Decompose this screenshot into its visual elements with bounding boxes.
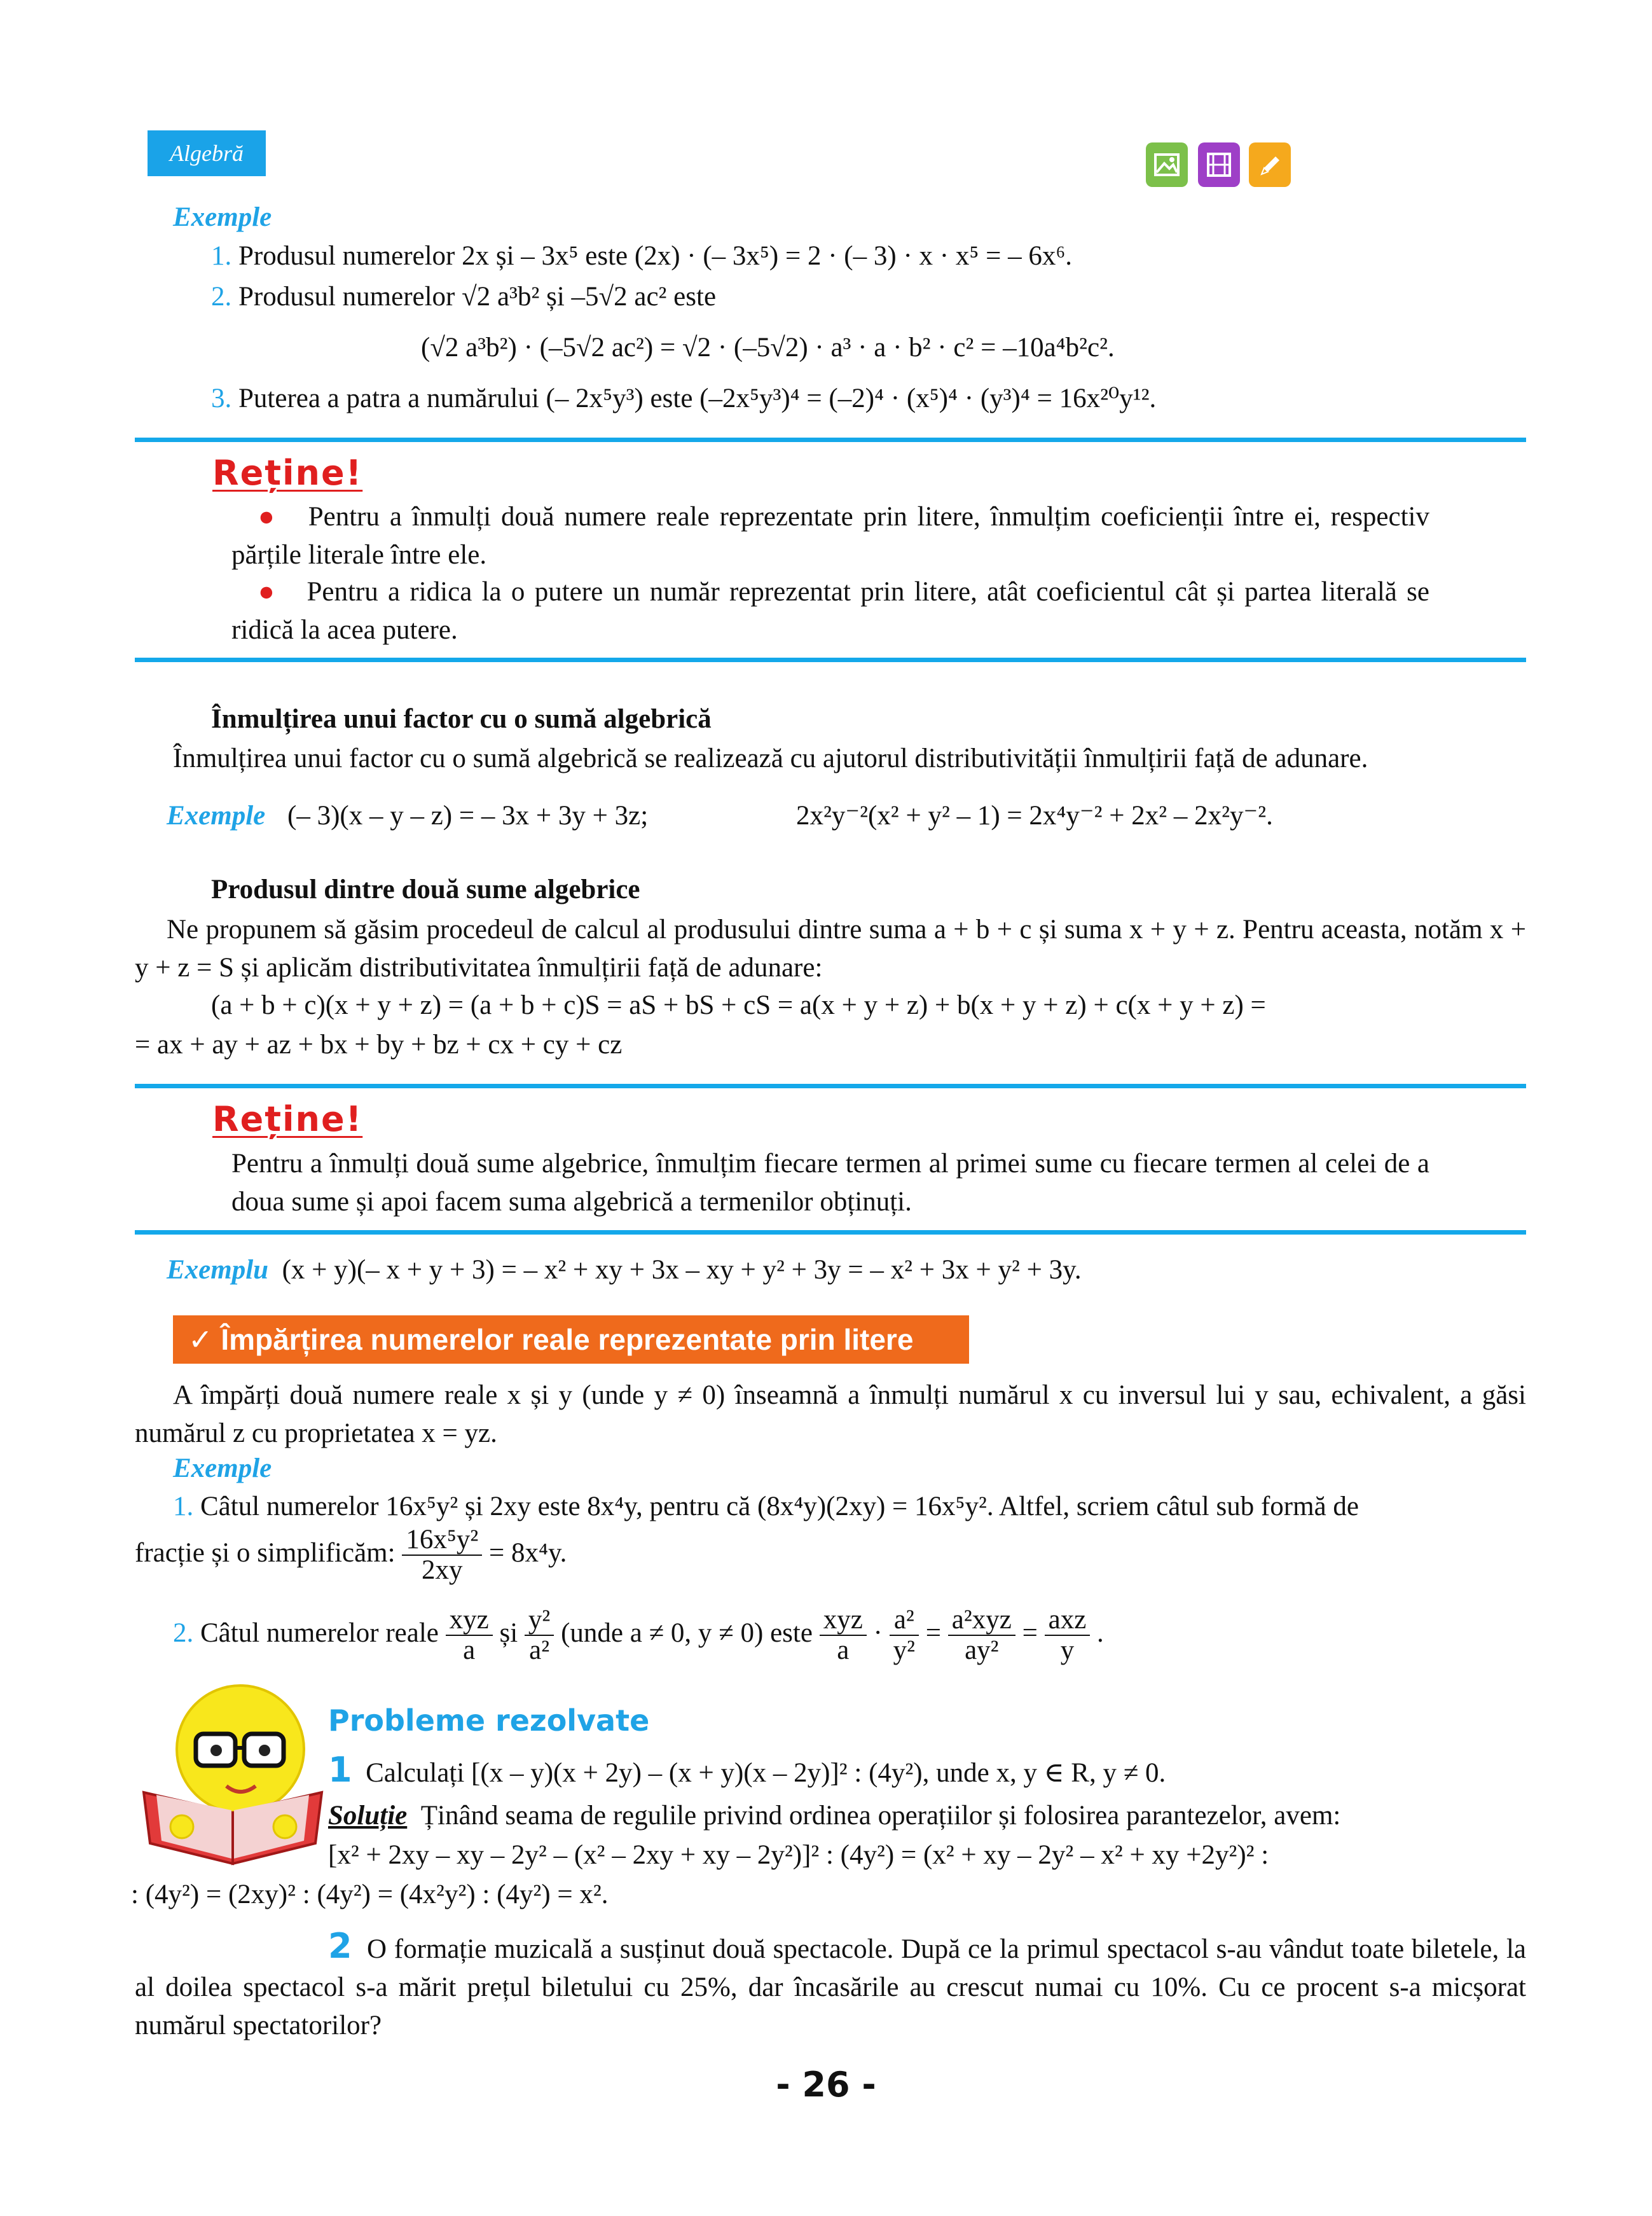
retine-title: Reține!	[212, 1099, 363, 1139]
product-equation-2: = ax + ay + az + bx + by + bz + cx + cy + cz	[135, 1030, 623, 1060]
fraction	[948, 1605, 1015, 1665]
numerator: a²xyz	[948, 1605, 1015, 1636]
example-text: (unde a ≠ 0, y ≠ 0) este	[561, 1617, 813, 1648]
example-text: Produsul numerelor 2x și – 3x⁵ este (2x) · (– 3x⁵) = 2 · (– 3) · x · x⁵ = – 6x⁶.	[238, 241, 1073, 271]
denominator: y²	[893, 1635, 916, 1665]
fraction	[402, 1525, 482, 1585]
problems-title: Probleme rezolvate	[328, 1703, 650, 1738]
problem-number: 1	[328, 1750, 352, 1790]
problem-1	[328, 1752, 1166, 1792]
section-title-product: Produsul dintre două sume algebrice	[211, 875, 640, 904]
solution-label: Soluție	[328, 1801, 408, 1831]
example-text: = 8x⁴y.	[488, 1537, 567, 1568]
product-equation-1: (a + b + c)(x + y + z) = (a + b + c)S = aS + bS + cS = a(x + y + z) + b(x + y + z) + c(x + y + z) =	[211, 990, 1266, 1020]
section-title-factor: Înmulțirea unui factor cu o sumă algebrică	[211, 704, 712, 734]
operator: .	[1097, 1617, 1104, 1648]
division-example-1-fraction	[135, 1525, 567, 1585]
denominator: a	[837, 1635, 850, 1665]
example-text: Câtul numerelor 16x⁵y² și 2xy este 8x⁴y, pentru că (8x⁴y)(2xy) = 16x⁵y². Altfel, scriem câtul sub formă de	[200, 1492, 1359, 1521]
solution-equation-1: [x² + 2xy – xy – 2y² – (x² – 2xy + xy – 2y²)]² : (4y²) = (x² + xy – 2y² – x² + xy +2y²)² :	[328, 1840, 1269, 1870]
factor-example-2: 2x²y⁻²(x² + y² – 1) = 2x⁴y⁻² + 2x² – 2x²y⁻².	[796, 801, 1273, 831]
factor-example-1: (– 3)(x – y – z) = – 3x + 3y + 3z;	[287, 801, 649, 831]
example-number: 1.	[211, 241, 232, 271]
division-example-2	[173, 1605, 1104, 1665]
operator: =	[1022, 1617, 1038, 1648]
examples-label: Exemple	[167, 801, 266, 831]
examples-label: Exemple	[173, 1453, 272, 1483]
numerator: axz	[1045, 1605, 1091, 1636]
example-text: Puterea a patra a numărului (– 2x⁵y³) este (–2x⁵y³)⁴ = (–2)⁴ · (x⁵)⁴ · (y³)⁴ = 16x²⁰y¹².	[238, 384, 1157, 413]
division-heading: ✓ Împărțirea numerelor reale reprezentate prin litere	[173, 1315, 969, 1364]
fraction	[820, 1605, 867, 1665]
section-text-product: Ne propunem să găsim procedeul de calcul al produsului dintre suma a + b + c și suma x + y + z. Pentru aceasta, notăm x + y + z = S și aplicăm distributivitatea înmulțirii față de adunare:	[135, 915, 1526, 983]
fraction	[890, 1605, 919, 1665]
solution-text: Ținând seama de regulile privind ordinea operațiilor și folosirea parantezelor, avem:	[420, 1801, 1341, 1831]
retine-bullet-1	[231, 498, 1429, 574]
numerator: a²	[890, 1605, 919, 1636]
retine-bullet-2	[231, 573, 1429, 649]
bullet-icon: ●	[258, 577, 278, 607]
bullet-text: Pentru a ridica la o putere un număr reprezentat prin litere, atât coeficientul cât și partea literală se ridică la acea putere.	[231, 577, 1429, 645]
divider	[135, 658, 1526, 662]
example-number: 2.	[173, 1617, 194, 1648]
denominator: a	[463, 1635, 476, 1665]
bullet-text: Pentru a înmulți două numere reale reprezentate prin litere, înmulțim coeficienții între ei, respectiv părțile literale între ele.	[231, 502, 1429, 570]
chapter-label: Algebră	[170, 141, 244, 166]
operator: ·	[873, 1617, 883, 1648]
example-1	[211, 238, 1072, 275]
denominator: a²	[529, 1635, 550, 1665]
example-number: 3.	[211, 384, 232, 413]
chapter-tab	[148, 130, 266, 176]
fraction	[446, 1605, 493, 1665]
division-text: A împărți două numere reale x și y (unde y ≠ 0) înseamnă a înmulți numărul x cu inversul lui y sau, echivalent, a găsi numărul z cu proprietatea x = yz.	[135, 1380, 1526, 1448]
problem-text: Calculați [(x – y)(x + 2y) – (x + y)(x – 2y)]² : (4y²), unde x, y ∈ R, y ≠ 0.	[366, 1758, 1166, 1788]
bullet-icon: ●	[258, 502, 279, 532]
problem-text: O formație muzicală a susținut două spectacole. După ce la primul spectacol s-au vândut toate biletele, la al doilea spectacol s-a mărit prețul biletului cu 25%, dar încasările au crescut numai cu 10%. Cu ce procent s-a micșorat numărul spectatorilor?	[135, 1934, 1527, 2040]
retine-text: Pentru a înmulți două sume algebrice, înmulțim fiecare termen al primei sume cu fiecare termen al celei de a doua sume și apoi facem suma algebrică a termenilor obținuți.	[231, 1149, 1429, 1217]
example-text: Câtul numerelor reale	[200, 1617, 439, 1648]
examples-title: Exemple	[173, 202, 272, 232]
film-icon[interactable]	[1198, 142, 1240, 187]
pencil-icon[interactable]	[1249, 142, 1291, 187]
reading-mascot-illustration	[137, 1679, 328, 1870]
exemplu-label: Exemplu	[167, 1255, 269, 1285]
operator: =	[925, 1617, 942, 1648]
numerator: xyz	[446, 1605, 493, 1636]
example-3	[211, 380, 1156, 417]
example-2-equation: (√2 a³b²) · (–5√2 ac²) = √2 · (–5√2) · a³ · a · b² · c² = –10a⁴b²c².	[421, 333, 1115, 363]
fraction	[1045, 1605, 1091, 1665]
divider	[135, 438, 1526, 442]
denominator: y	[1060, 1635, 1075, 1665]
numerator: xyz	[820, 1605, 867, 1636]
retine-title: Reține!	[212, 453, 363, 493]
division-example-1	[173, 1488, 1526, 1525]
exemplu-text: (x + y)(– x + y + 3) = – x² + xy + 3x – xy + y² + 3y = – x² + 3x + y² + 3y.	[282, 1255, 1082, 1285]
example-text: Produsul numerelor √2 a³b² și –5√2 ac² este	[238, 282, 717, 312]
divider	[135, 1084, 1526, 1088]
denominator: ay²	[965, 1635, 999, 1665]
example-2	[211, 279, 716, 315]
page-number: - 26 -	[776, 2065, 876, 2105]
section-text-factor: Înmulțirea unui factor cu o sumă algebrică se realizează cu ajutorul distributivității înmulțirii față de adunare.	[173, 744, 1368, 773]
numerator: 16x⁵y²	[402, 1525, 482, 1556]
denominator: 2xy	[422, 1555, 463, 1585]
solution-equation-2: : (4y²) = (2xy)² : (4y²) = (4x²y²) : (4y²) = x².	[131, 1880, 609, 1909]
problem-2	[135, 1927, 1526, 2045]
image-icon[interactable]	[1146, 142, 1188, 187]
example-text: fracție și o simplificăm:	[135, 1537, 396, 1568]
problem-number: 2	[328, 1926, 352, 1966]
example-number: 1.	[173, 1492, 194, 1521]
example-number: 2.	[211, 282, 232, 312]
numerator: y²	[525, 1605, 554, 1636]
example-text: și	[499, 1617, 518, 1648]
divider	[135, 1230, 1526, 1235]
solution-line	[328, 1797, 1340, 1834]
exemplu-line	[167, 1252, 1082, 1289]
fraction	[525, 1605, 554, 1665]
